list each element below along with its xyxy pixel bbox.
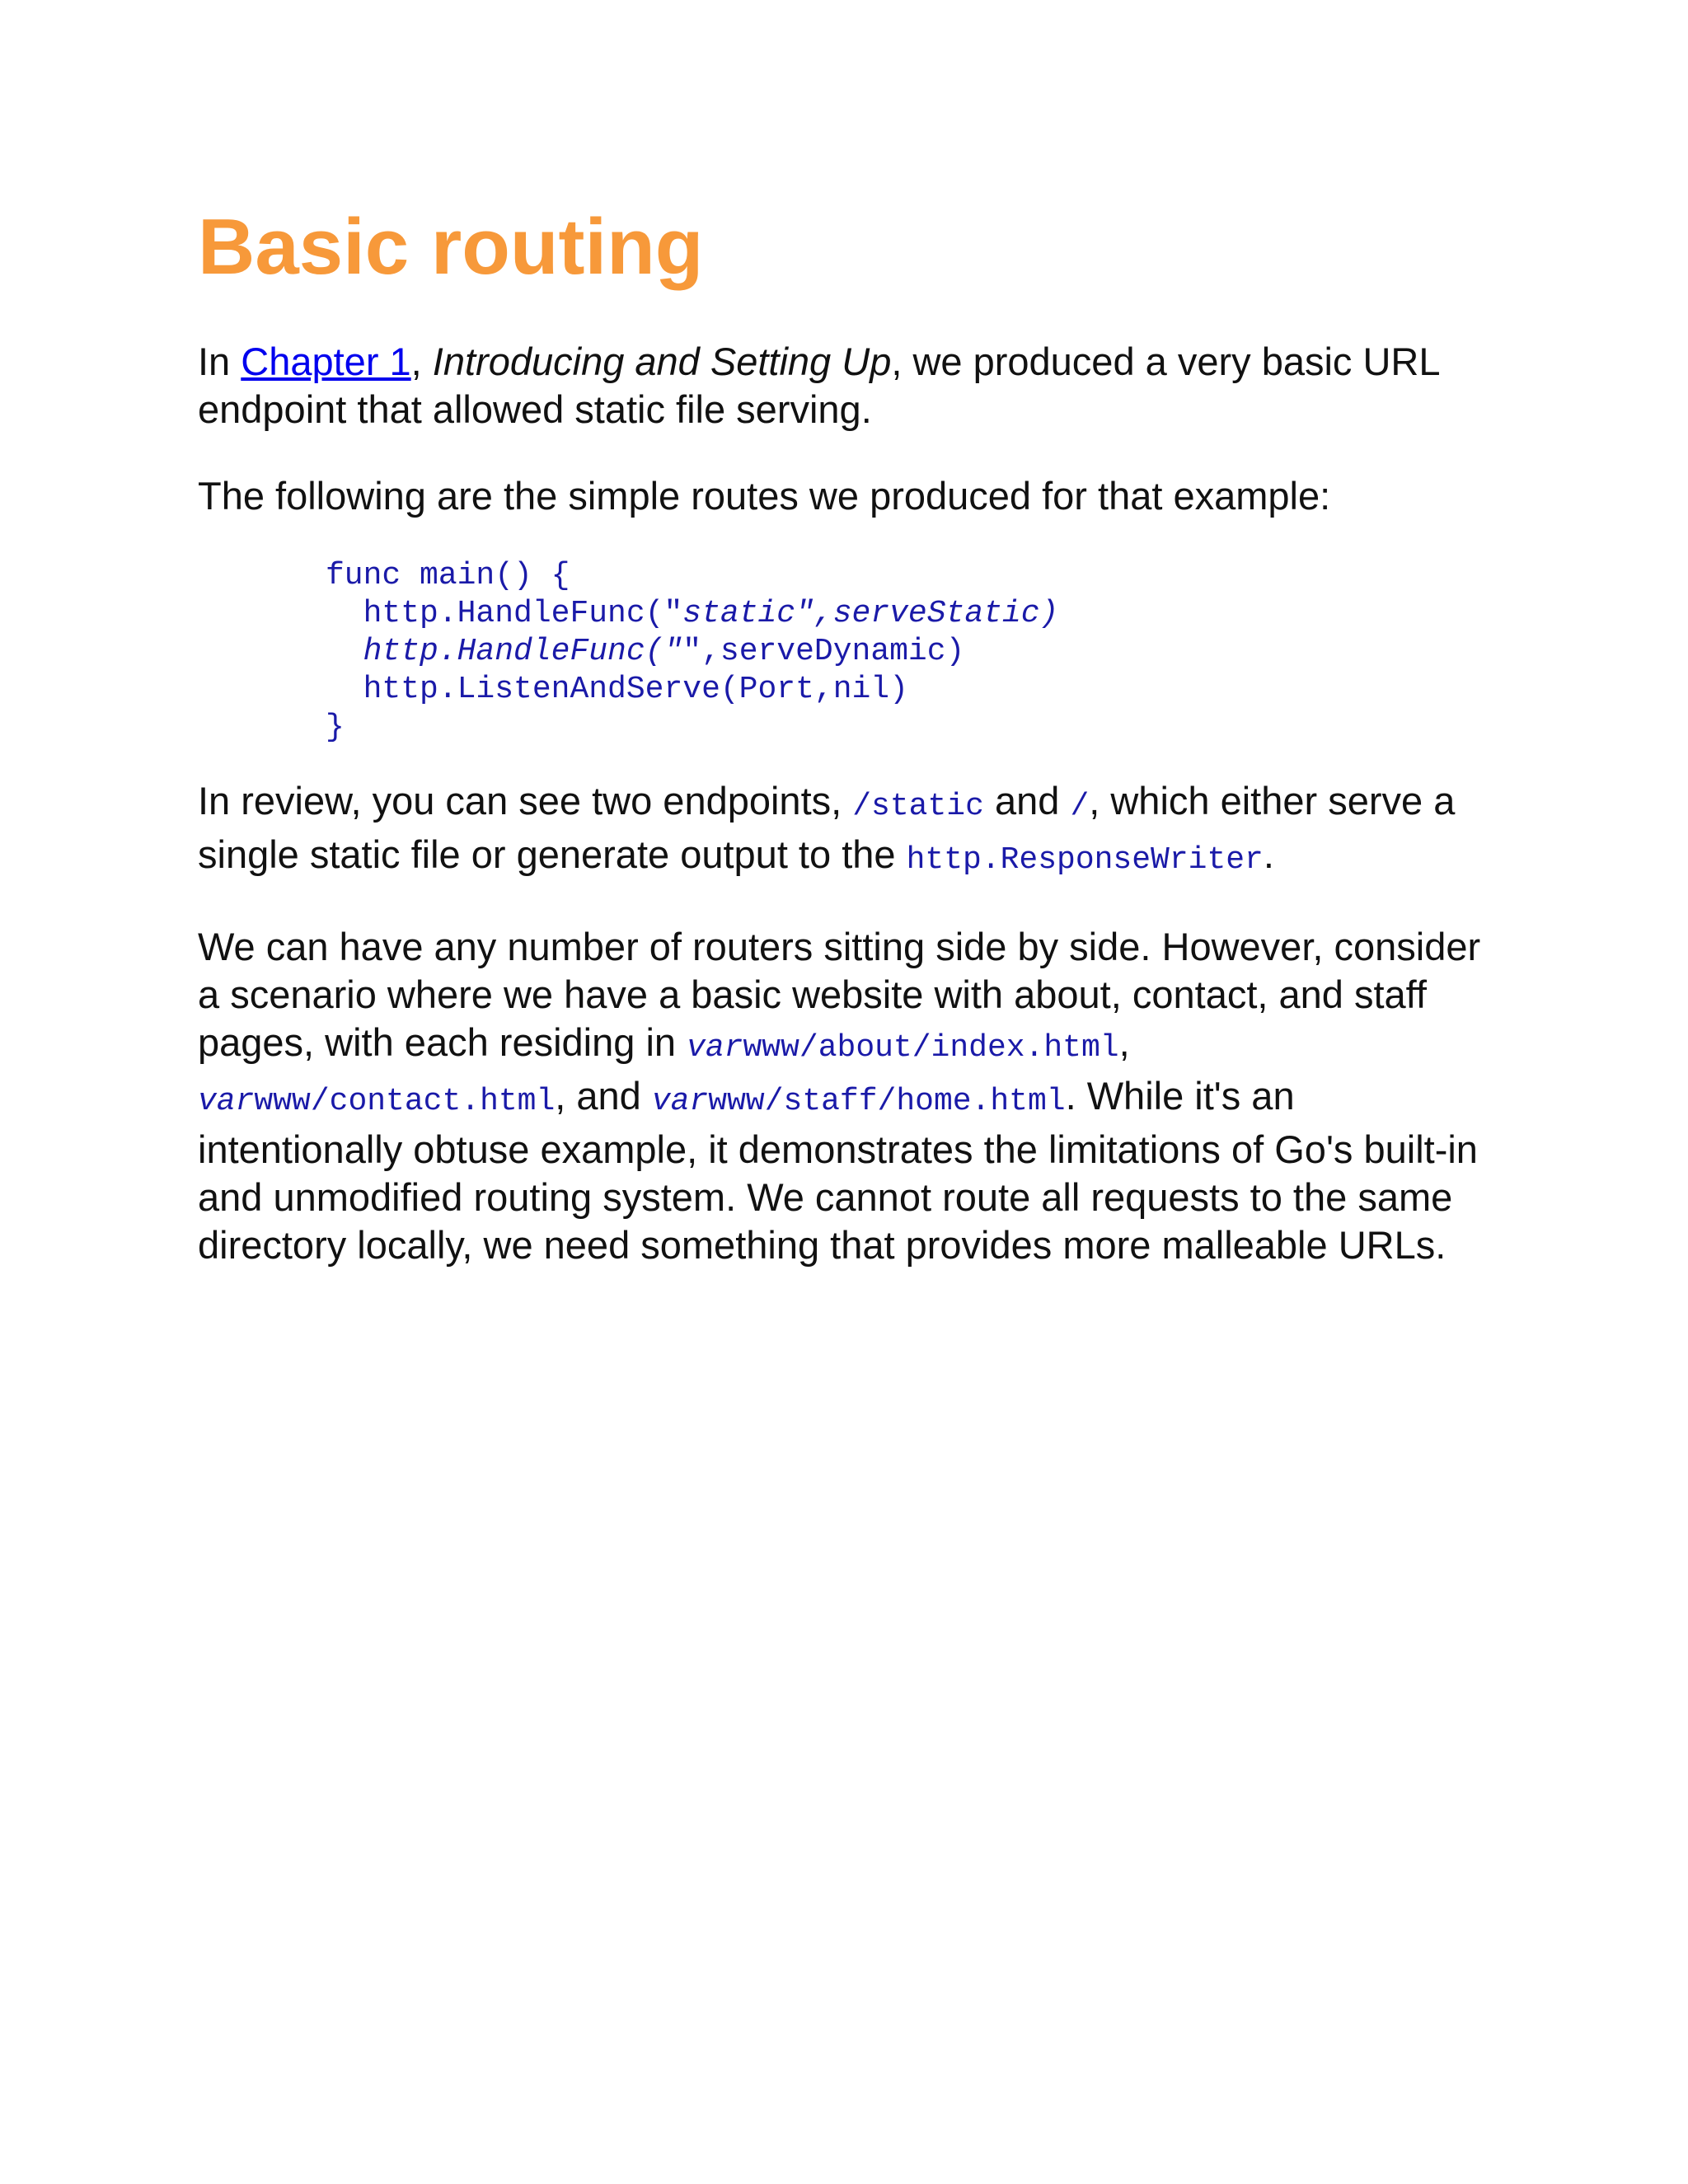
path-rest: www/about/index.html (743, 1030, 1119, 1066)
path-prefix: var (198, 1084, 255, 1119)
path-rest: www/staff/home.html (708, 1084, 1066, 1119)
inline-code-root: / (1070, 789, 1090, 824)
code-line-italic: http.HandleFunc(" (326, 634, 683, 669)
chapter-link[interactable]: Chapter 1 (241, 340, 411, 383)
chapter-title: Introducing and Setting Up (432, 340, 892, 383)
intro-prefix: In (198, 340, 241, 383)
scenario-text: We can have any number of routers sitting side by side. However, consider a scenario where we have a basic website with about, contact, and staff pages, with each residing in (198, 925, 1481, 1064)
inline-code-staff-path (652, 1084, 1066, 1119)
review-text: . (1263, 832, 1274, 876)
code-line: ",serveDynamic) (682, 634, 965, 669)
intro-sep: , (410, 340, 433, 383)
review-paragraph (198, 777, 1508, 884)
inline-code-static: /static (852, 789, 984, 824)
code-line-italic: static",serveStatic) (682, 596, 1059, 631)
scenario-paragraph (198, 923, 1508, 1269)
inline-code-about-path (687, 1030, 1119, 1066)
review-text: , which either serve a single static file or generate output to the (198, 779, 1456, 876)
intro-rest: , we produced a very basic URL endpoint that allowed static file serving. (198, 340, 1439, 431)
scenario-text: , (1118, 1020, 1130, 1064)
scenario-text: . While it's an intentionally obtuse example, it demonstrates the limitations of Go's built-in and unmodified routing system. We cannot route all requests to the same directory locally, we need something that provides more malleable URLs. (198, 1074, 1478, 1267)
document-page (198, 190, 1508, 1269)
inline-code-responsewriter: http.ResponseWriter (906, 842, 1264, 878)
routes-intro-paragraph: The following are the simple routes we produced for that example: (198, 474, 1331, 518)
review-text: and (983, 779, 1071, 823)
code-block (326, 557, 1508, 747)
inline-code-contact-path (198, 1084, 555, 1119)
scenario-text: , and (555, 1074, 652, 1118)
path-prefix: var (687, 1030, 743, 1066)
path-rest: www/contact.html (254, 1084, 556, 1119)
code-line: http.ListenAndServe(Port,nil) (326, 672, 908, 707)
section-heading: Basic routing (198, 203, 704, 291)
review-text: In review, you can see two endpoints, (198, 779, 853, 823)
intro-paragraph (198, 338, 1508, 434)
path-prefix: var (651, 1084, 709, 1119)
code-line: func main() { (326, 558, 570, 593)
code-line: http.HandleFunc(" (326, 596, 683, 631)
code-line: } (326, 710, 345, 745)
